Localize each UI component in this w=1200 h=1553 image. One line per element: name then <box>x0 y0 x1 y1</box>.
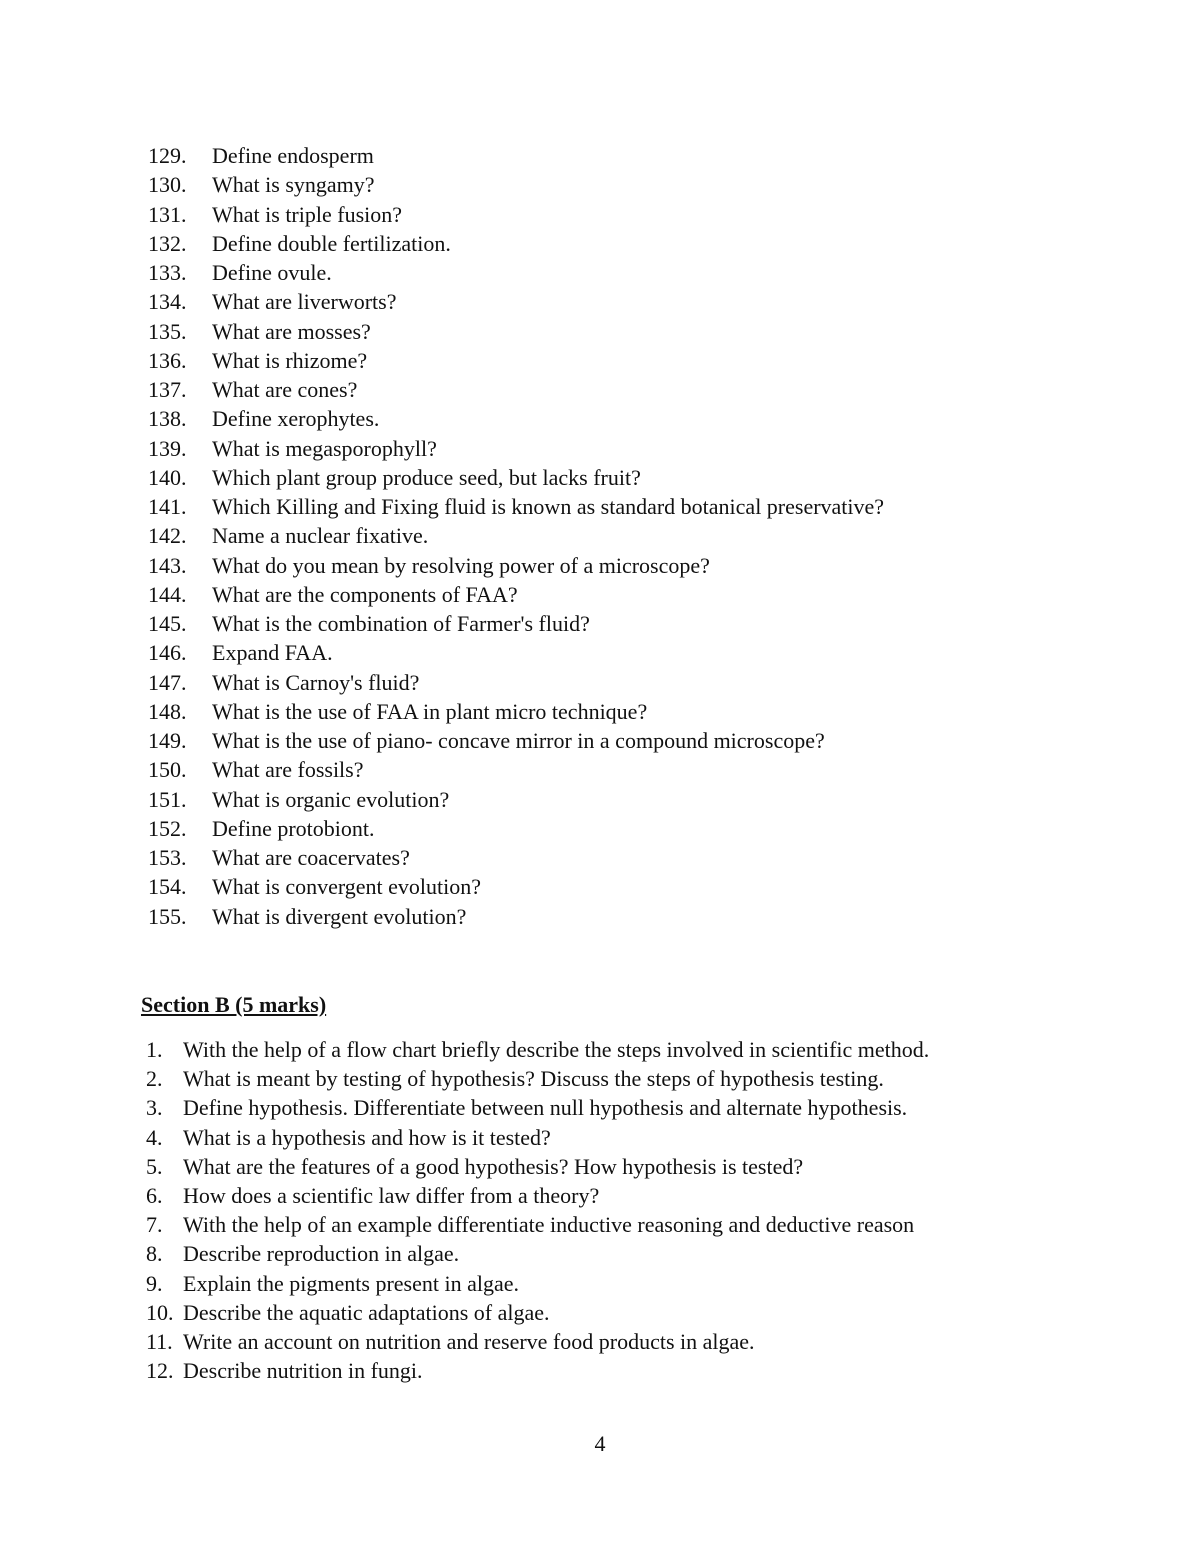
item-number: 2. <box>146 1066 163 1092</box>
item-text: Define ovule. <box>212 260 332 285</box>
list-item <box>148 843 884 872</box>
list-item <box>148 170 884 199</box>
list-item <box>148 872 884 901</box>
section-b-question-list <box>146 1035 929 1385</box>
list-item <box>146 1298 929 1327</box>
section-b-heading: Section B (5 marks) <box>141 992 327 1017</box>
item-text: Define double fertilization. <box>212 230 451 256</box>
item-text: What are fossils? <box>212 757 364 783</box>
item-text: Describe the aquatic adaptations of algae. <box>183 1299 550 1325</box>
item-number: 149. <box>148 728 187 753</box>
item-number: 7. <box>146 1212 163 1238</box>
item-number: 8. <box>146 1241 163 1267</box>
list-item <box>148 580 884 609</box>
list-item <box>148 404 884 433</box>
item-text: With the help of a flow chart briefly describe the steps involved in scientific method. <box>183 1037 930 1062</box>
item-number: 146. <box>148 640 187 666</box>
item-number: 4. <box>146 1124 163 1150</box>
list-item <box>146 1035 929 1064</box>
list-item <box>148 668 884 697</box>
list-item <box>148 638 884 667</box>
item-text: Name a nuclear fixative. <box>212 523 429 549</box>
item-text: Describe reproduction in algae. <box>183 1241 460 1267</box>
item-text: What are the components of FAA? <box>212 581 518 607</box>
item-number: 143. <box>148 552 187 578</box>
item-number: 140. <box>148 464 187 490</box>
list-item <box>148 200 884 229</box>
list-item <box>148 229 884 258</box>
list-item <box>148 258 884 287</box>
item-number: 148. <box>148 698 187 724</box>
list-item <box>148 902 884 931</box>
item-number: 5. <box>146 1153 163 1179</box>
item-text: What is divergent evolution? <box>212 903 467 929</box>
item-text: Write an account on nutrition and reserve food products in algae. <box>183 1328 755 1354</box>
list-item <box>146 1152 929 1181</box>
item-text: What are cones? <box>212 377 358 402</box>
item-number: 133. <box>148 260 187 285</box>
item-number: 155. <box>148 903 187 929</box>
list-item <box>146 1064 929 1093</box>
item-text: What are liverworts? <box>212 289 397 315</box>
item-number: 1. <box>146 1037 163 1062</box>
list-item <box>148 697 884 726</box>
item-text: What is triple fusion? <box>212 201 403 227</box>
item-text: What is rhizome? <box>212 347 368 373</box>
list-item <box>148 434 884 463</box>
item-text: Define protobiont. <box>212 815 375 841</box>
item-number: 154. <box>148 874 187 900</box>
item-number: 9. <box>146 1270 163 1296</box>
item-text: Define endosperm <box>212 143 374 168</box>
item-number: 142. <box>148 523 187 549</box>
item-text: Which Killing and Fixing fluid is known as standard botanical preservative? <box>212 494 885 519</box>
list-item <box>148 521 884 550</box>
item-number: 135. <box>148 318 187 344</box>
item-text: What are coacervates? <box>212 845 410 870</box>
list-item <box>146 1327 929 1356</box>
list-item <box>148 317 884 346</box>
item-number: 144. <box>148 581 187 607</box>
item-text: What is the use of FAA in plant micro technique? <box>212 698 648 724</box>
list-item <box>148 346 884 375</box>
item-text: Explain the pigments present in algae. <box>183 1270 520 1296</box>
list-item <box>146 1269 929 1298</box>
item-text: What is organic evolution? <box>212 786 450 812</box>
item-number: 129. <box>148 143 187 168</box>
item-text: What are mosses? <box>212 318 371 344</box>
item-number: 12. <box>146 1358 174 1384</box>
list-item <box>148 609 884 638</box>
item-text: Define xerophytes. <box>212 406 380 432</box>
item-number: 11. <box>146 1328 173 1354</box>
list-item <box>148 551 884 580</box>
item-text: Expand FAA. <box>212 640 333 666</box>
item-text: What is meant by testing of hypothesis? Discuss the steps of hypothesis testing. <box>183 1066 884 1092</box>
list-item <box>146 1239 929 1268</box>
item-text: Define hypothesis. Differentiate between null hypothesis and alternate hypothesis. <box>183 1095 908 1121</box>
page-number: 4 <box>594 1431 606 1456</box>
item-text: Describe nutrition in fungi. <box>183 1358 423 1384</box>
item-text: Which plant group produce seed, but lacks fruit? <box>212 464 641 490</box>
item-number: 136. <box>148 347 187 373</box>
item-number: 10. <box>146 1299 174 1325</box>
item-number: 137. <box>148 377 187 402</box>
item-number: 6. <box>146 1182 163 1208</box>
item-text: What are the features of a good hypothesis? How hypothesis is tested? <box>183 1153 804 1179</box>
list-item <box>148 492 884 521</box>
list-item <box>148 287 884 316</box>
item-number: 139. <box>148 435 187 461</box>
section-a-question-list <box>148 141 884 931</box>
item-text: What is a hypothesis and how is it tested? <box>183 1124 551 1150</box>
item-number: 147. <box>148 669 187 695</box>
list-item <box>146 1123 929 1152</box>
item-number: 152. <box>148 815 187 841</box>
list-item <box>148 141 884 170</box>
item-number: 134. <box>148 289 187 315</box>
item-text: What do you mean by resolving power of a microscope? <box>212 552 710 578</box>
item-text: What is megasporophyll? <box>212 435 437 461</box>
item-number: 141. <box>148 494 187 519</box>
item-text: What is the combination of Farmer's fluid? <box>212 611 590 636</box>
item-number: 150. <box>148 757 187 783</box>
item-number: 138. <box>148 406 187 432</box>
list-item <box>148 814 884 843</box>
list-item <box>148 375 884 404</box>
list-item <box>146 1210 929 1239</box>
item-number: 153. <box>148 845 187 870</box>
list-item <box>146 1356 929 1385</box>
list-item <box>148 726 884 755</box>
list-item <box>148 463 884 492</box>
list-item <box>146 1181 929 1210</box>
list-item <box>146 1093 929 1122</box>
item-text: With the help of an example differentiate inductive reasoning and deductive reason <box>183 1212 915 1238</box>
item-text: What is the use of piano- concave mirror in a compound microscope? <box>212 728 825 753</box>
list-item <box>148 755 884 784</box>
item-number: 132. <box>148 230 187 256</box>
item-number: 3. <box>146 1095 163 1121</box>
item-text: What is convergent evolution? <box>212 874 482 900</box>
item-number: 130. <box>148 172 187 198</box>
list-item <box>148 785 884 814</box>
item-number: 145. <box>148 611 187 636</box>
item-text: How does a scientific law differ from a theory? <box>183 1182 600 1208</box>
item-text: What is syngamy? <box>212 172 375 198</box>
item-number: 131. <box>148 201 187 227</box>
item-number: 151. <box>148 786 187 812</box>
item-text: What is Carnoy's fluid? <box>212 669 420 695</box>
